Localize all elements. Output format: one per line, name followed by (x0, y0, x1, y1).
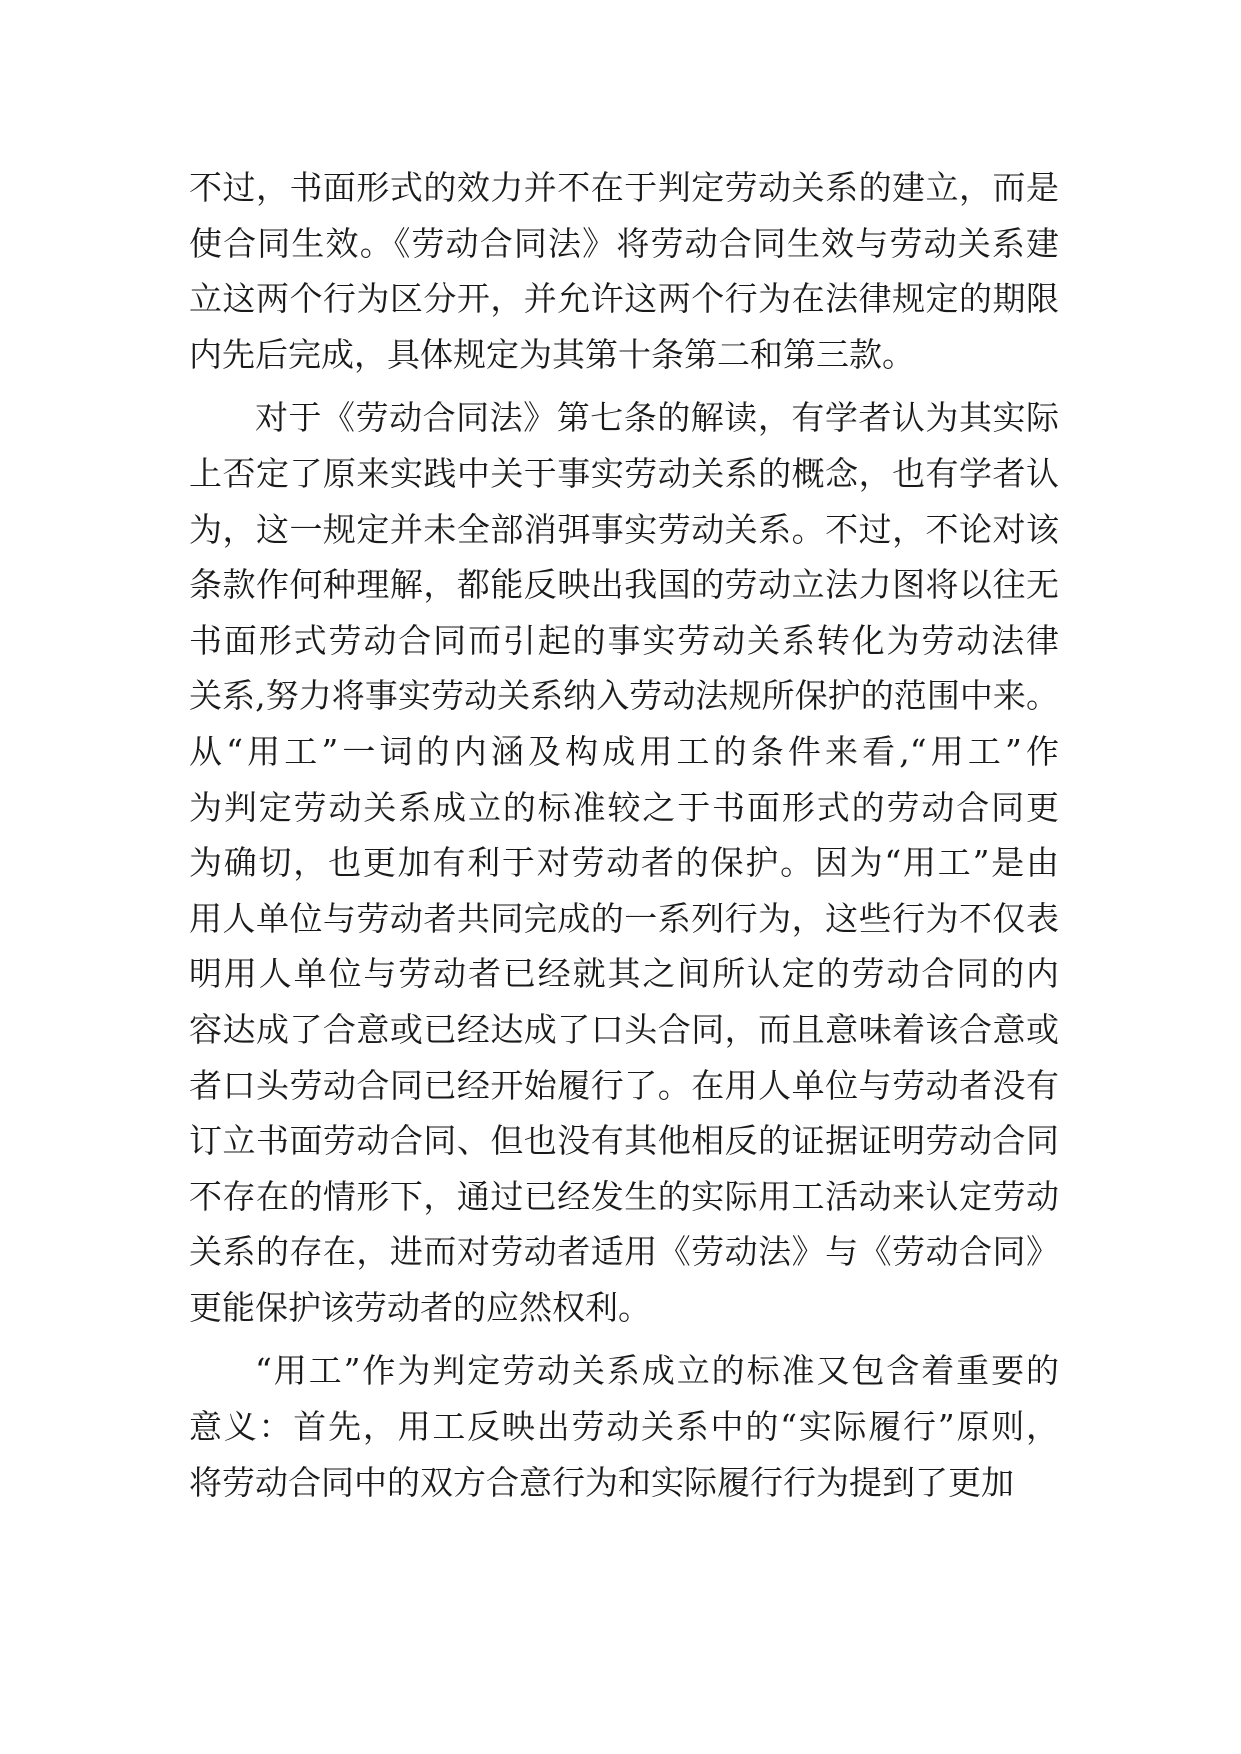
text-line: 为，这一规定并未全部消弭事实劳动关系。不过，不论对该 (189, 509, 1059, 549)
text-line: 不过，书面形式的效力并不在于判定劳动关系的建立，而是 (189, 168, 1059, 207)
body-text (189, 160, 1059, 1510)
text-line: 用人单位与劳动者共同完成的一系列行为，这些行为不仅表 (189, 898, 1059, 938)
text-line: “用工”作为判定劳动关系成立的标准又包含着重要的 (255, 1351, 1059, 1391)
text-line: 容达成了合意或已经达成了口头合同，而且意味着该合意或 (189, 1009, 1059, 1049)
text-line: 订立书面劳动合同、但也没有其他相反的证据证明劳动合同 (189, 1121, 1059, 1161)
text-line: 者口头劳动合同已经开始履行了。在用人单位与劳动者没有 (189, 1065, 1059, 1105)
text-line: 立这两个行为区分开，并允许这两个行为在法律规定的期限 (189, 279, 1059, 319)
text-line: 将劳动合同中的双方合意行为和实际履行行为提到了更加 (189, 1462, 1014, 1502)
text-line: 关系,努力将事实劳动关系纳入劳动法规所保护的范围中来。 (189, 676, 1059, 716)
text-line: 条款作何种理解，都能反映出我国的劳动立法力图将以往无 (189, 565, 1059, 605)
text-line: 明用人单位与劳动者已经就其之间所认定的劳动合同的内 (189, 954, 1059, 994)
text-line: 不存在的情形下，通过已经发生的实际用工活动来认定劳动 (189, 1176, 1059, 1216)
paragraph-gap (189, 382, 1059, 390)
paragraph (189, 390, 1059, 1335)
paragraph (189, 1343, 1059, 1510)
text-line: 更能保护该劳动者的应然权利。 (189, 1287, 651, 1327)
paragraph (189, 160, 1059, 382)
text-line: 书面形式劳动合同而引起的事实劳动关系转化为劳动法律 (189, 620, 1059, 660)
text-line: 内先后完成，具体规定为其第十条第二和第三款。 (189, 334, 915, 374)
text-line: 使合同生效。《劳动合同法》将劳动合同生效与劳动关系建 (189, 223, 1059, 263)
text-line: 意义：首先，用工反映出劳动关系中的“实际履行”原则， (189, 1407, 1059, 1447)
text-line: 上否定了原来实践中关于事实劳动关系的概念，也有学者认 (189, 453, 1059, 493)
text-line: 对于《劳动合同法》第七条的解读，有学者认为其实际 (255, 398, 1059, 438)
text-line: 关系的存在，进而对劳动者适用《劳动法》与《劳动合同》 (189, 1232, 1059, 1272)
text-line: 为确切，也更加有利于对劳动者的保护。因为“用工”是由 (189, 843, 1059, 883)
paragraph-gap (189, 1335, 1059, 1343)
text-line: 从“用工”一词的内涵及构成用工的条件来看,“用工”作 (189, 731, 1059, 771)
text-line: 为判定劳动关系成立的标准较之于书面形式的劳动合同更 (189, 787, 1059, 827)
